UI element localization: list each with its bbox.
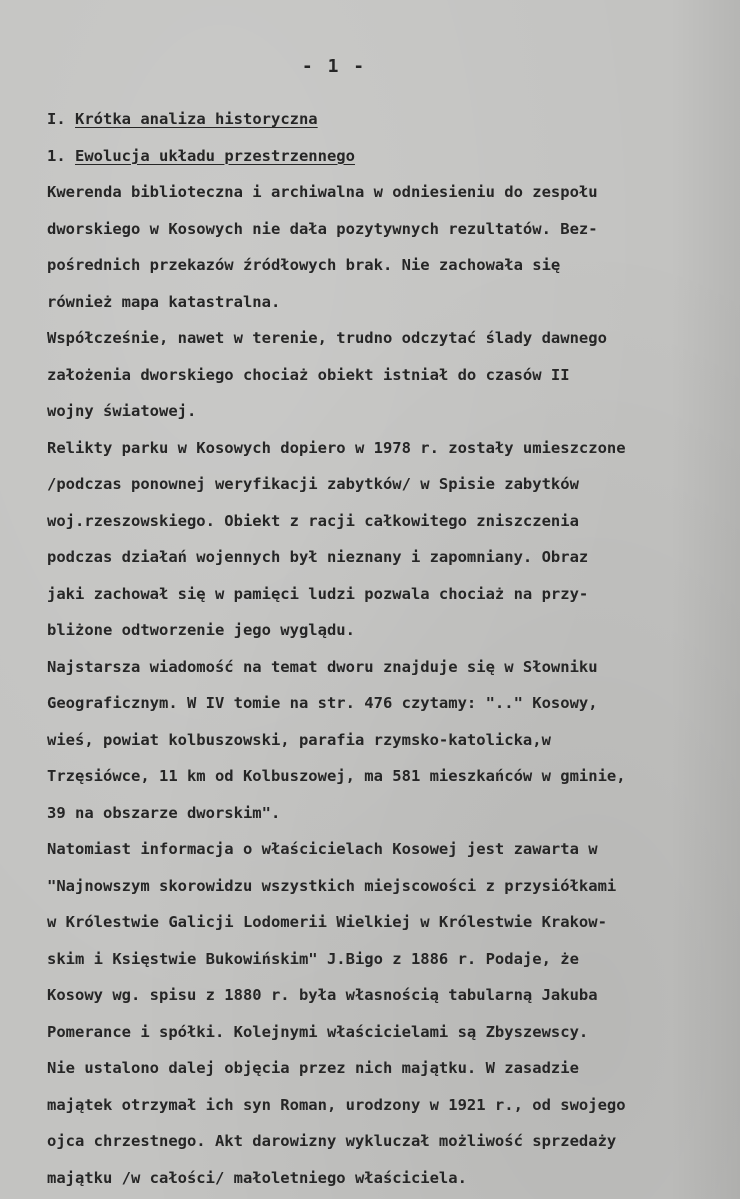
section-number: I. <box>47 110 66 128</box>
text-line: założenia dworskiego chociaż obiekt istniał do czasów II <box>47 365 570 384</box>
text-line: Kosowy wg. spisu z 1880 r. była własnością tabularną Jakuba <box>47 986 598 1004</box>
text-line: majątek otrzymał ich syn Roman, urodzony w 1921 r., od swojego <box>47 1095 626 1114</box>
text-line: wieś, powiat kolbuszowski, parafia rzymsko-katolicka,w <box>47 730 551 749</box>
text-line: Relikty parku w Kosowych dopiero w 1978 r. zostały umieszczone <box>47 438 626 457</box>
text-line: Pomerance i spółki. Kolejnymi właścicielami są Zbyszewscy. <box>47 1022 589 1041</box>
text-line: podczas działań wojennych był nieznany i zapomniany. Obraz <box>47 548 589 566</box>
text-line: Kwerenda biblioteczna i archiwalna w odniesieniu do zespołu <box>47 183 598 201</box>
subsection-title: Ewolucja układu przestrzennego <box>75 146 355 165</box>
section-title: Krótka analiza historyczna <box>75 110 318 128</box>
text-line: jaki zachował się w pamięci ludzi pozwala chociaż na przy- <box>47 584 589 603</box>
text-line: woj.rzeszowskiego. Obiekt z racji całkowitego zniszczenia <box>47 511 579 530</box>
text-line: Trzęsiówce, 11 km od Kolbuszowej, ma 581 mieszkańców w gminie, <box>47 767 626 785</box>
subsection-heading <box>47 138 719 175</box>
text-line: Nie ustalono dalej objęcia przez nich majątku. W zasadzie <box>47 1059 579 1077</box>
text-line: Geograficznym. W IV tomie na str. 476 czytamy: ".." Kosowy, <box>47 694 598 712</box>
text-line: w Królestwie Galicji Lodomerii Wielkiej w Królestwie Krakow- <box>47 913 607 931</box>
text-line: wojny światowej. <box>47 402 197 420</box>
text-body <box>47 101 719 1196</box>
text-line: 39 na obszarze dworskim". <box>47 803 281 822</box>
text-line: pośrednich przekazów źródłowych brak. Nie zachowała się <box>47 256 561 274</box>
section-heading <box>47 101 719 138</box>
text-line: Współcześnie, nawet w terenie, trudno odczytać ślady dawnego <box>47 329 607 347</box>
text-line: skim i Księstwie Bukowińskim" J.Bigo z 1886 r. Podaje, że <box>47 949 579 968</box>
text-line: Natomiast informacja o właścicielach Kosowej jest zawarta w <box>47 840 598 858</box>
page-number: - 1 - <box>301 56 367 77</box>
text-line: ojca chrzestnego. Akt darowizny wykluczał możliwość sprzedaży <box>47 1132 617 1150</box>
page-edge-shadow <box>670 0 740 1199</box>
subsection-number: 1. <box>47 146 66 165</box>
text-line: Najstarsza wiadomość na temat dworu znajduje się w Słowniku <box>47 657 598 676</box>
text-line: /podczas ponownej weryfikacji zabytków/ w Spisie zabytków <box>47 475 579 493</box>
text-line: dworskiego w Kosowych nie dała pozytywnych rezultatów. Bez- <box>47 219 598 238</box>
text-line: "Najnowszym skorowidzu wszystkich miejscowości z przysiółkami <box>47 876 617 895</box>
text-line: majątku /w całości/ małoletniego właściciela. <box>47 1168 467 1187</box>
text-line: również mapa katastralna. <box>47 292 281 311</box>
text-line: bliżone odtworzenie jego wyglądu. <box>47 621 355 639</box>
